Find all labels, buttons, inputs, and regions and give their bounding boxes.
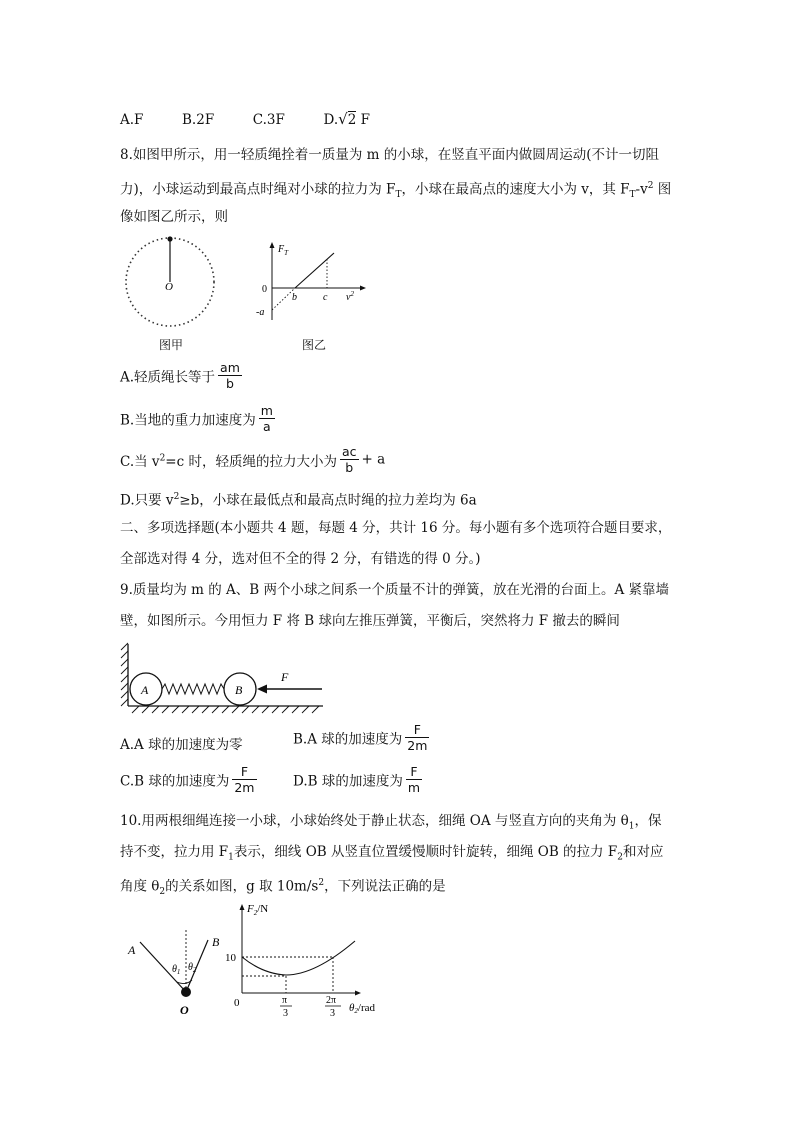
wall-hatching <box>121 643 128 706</box>
label-theta1: $\theta_1$ <box>172 964 181 976</box>
section2-line-1: 二、多项选择题(本小题共 4 题，每题 4 分，共计 16 分。每小题有多个选项符合题目要求， <box>120 520 672 536</box>
q10-line-3: 角度 $\theta_2$的关系如图，g 取 $10m/s^2$，下列说法正确的是 <box>120 878 446 898</box>
f2-curve <box>242 941 355 975</box>
q7-option-c: C.3F <box>252 112 285 128</box>
q7-options <box>120 110 370 128</box>
origin-label: 0 <box>234 997 240 1009</box>
x-tick-2pi3-den: 3 <box>330 1008 335 1019</box>
neg-a-label: -a <box>256 307 265 318</box>
x-label: θ2/rad <box>349 1002 376 1015</box>
x-tick-pi3-den: 3 <box>283 1008 288 1019</box>
q9-option-c: C.B 球的加速度为 $\frac{F}{2m}$ <box>120 764 255 795</box>
q8-option-d: D.只要 $v^2\ge b$，小球在最低点和最高点时绳的拉力差均为 6a <box>120 492 477 509</box>
label-o: O <box>180 1003 189 1017</box>
q8-caption-jia: 图甲 <box>159 338 184 352</box>
q8-line-2: 力)，小球运动到最高点时绳对小球的拉力为 $F_T$，小球在最高点的速度大小为 v，其 $F_T-v^2$ 图 <box>120 181 672 201</box>
origin-label: 0 <box>262 284 267 295</box>
q9-option-d: D.B 球的加速度为 $\frac{F}{m}$ <box>293 764 421 795</box>
spring <box>162 684 224 694</box>
y-tick-10: 10 <box>225 952 236 964</box>
q9-option-b: B.A 球的加速度为 $\frac{F}{2m}$ <box>293 722 428 753</box>
q8-option-a: A.轻质绳长等于 $\frac{am}{b}$ <box>120 360 240 391</box>
q10-figure-rope <box>122 920 227 1020</box>
q8-line-1: 8.如图甲所示，用一轻质绳拴着一质量为 m 的小球，在竖直平面内做圆周运动(不计一切阻 <box>120 147 660 163</box>
center-label: O <box>165 281 173 293</box>
c-label: c <box>323 292 328 303</box>
x-tick-pi3-num: π <box>282 995 288 1006</box>
q9-figure <box>118 638 328 718</box>
q8-option-b: B.当地的重力加速度为 $\frac{m}{a}$ <box>120 403 273 434</box>
graph-line <box>295 253 334 288</box>
q8-figure-yi <box>250 240 370 325</box>
x-label: $v^2$ <box>346 290 354 303</box>
q8-caption-yi: 图乙 <box>302 338 327 352</box>
q8-line-3: 像如图乙所示，则 <box>120 209 228 225</box>
rope-oa <box>140 942 186 992</box>
label-a: A <box>128 943 136 957</box>
x-tick-2pi3-num: 2π <box>326 995 337 1006</box>
q9-option-a: A.A 球的加速度为零 <box>120 737 243 753</box>
y-label: $F_T$ <box>278 244 289 257</box>
svg-text:B: B <box>235 683 243 697</box>
q8-figure-jia <box>118 230 218 330</box>
label-theta2: $\theta_2$ <box>188 962 197 974</box>
ball <box>167 236 172 241</box>
q9-line-2: 壁，如图所示。今用恒力 F 将 B 球向左推压弹簧，平衡后，突然将力 F 撤去的瞬间 <box>120 613 620 629</box>
q10-line-1: 10.用两根细绳连接一小球，小球始终处于静止状态，细绳 OA 与竖直方向的夹角为 $\theta_1$，保 <box>120 813 662 832</box>
label-b: B <box>212 935 220 949</box>
q9-line-1: 9.质量均为 m 的 A、B 两个小球之间系一个质量不计的弹簧，放在光滑的台面上。A 紧靠墙 <box>120 582 670 598</box>
q7-option-a: A.F <box>120 112 144 128</box>
y-label: $F_2/N$ <box>247 903 269 917</box>
q8-option-c: C.当 $v^2=c$ 时，轻质绳的拉力大小为 $\frac{ac}{b}$ + a <box>120 444 386 475</box>
q7-option-d: D.√2 F <box>323 110 370 128</box>
q10-line-2: 持不变，拉力用 $F_1$表示，细线 OB 从竖直位置缓慢顺时针旋转，细绳 OB 的拉力 $F_2$和对应 <box>120 844 664 863</box>
svg-text:A: A <box>141 683 149 697</box>
force-label: F <box>281 670 289 684</box>
floor-hatching <box>132 706 319 713</box>
b-label: b <box>292 292 297 303</box>
q7-option-b: B.2F <box>182 112 215 128</box>
ball-o <box>181 987 191 997</box>
section2-line-2: 全部选对得 4 分，选对但不全的得 2 分，有错选的得 0 分。) <box>120 551 481 567</box>
q10-figure-graph <box>225 898 390 1023</box>
